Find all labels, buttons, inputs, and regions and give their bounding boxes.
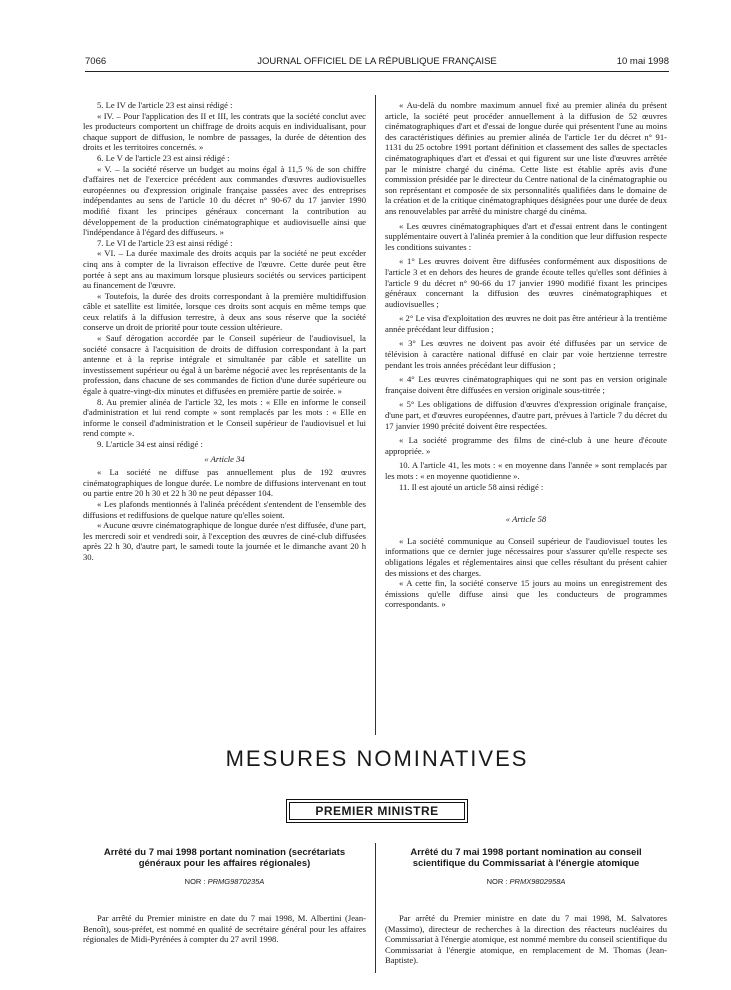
paragraph: « 2° Le visa d'exploitation des œuvres ne doit pas être antérieur à la trentième année précédant leur diffusion ; <box>385 313 667 334</box>
paragraph: « 3° Les œuvres ne doivent pas avoir été diffusées par un service de télévision à caractère national diffusé en clair par voie hertzienne terrestre pendant les trois années précédant leur diffusion ; <box>385 338 667 370</box>
paragraph: « Aucune œuvre cinématographique de longue durée n'est diffusée, d'une part, les mercredi soir et vendredi soir, à l'exception des œuvres de ciné-club diffusées après 22 h 30, d'autre part, le samedi toute la journée et le dimanche avant 20 h 30. <box>83 520 366 562</box>
paragraph: « IV. – Pour l'application des II et III, les contrats que la société conclut avec les producteurs comportent un chiffrage de droits acquis en individualisant, pour chaque support de diffusion, le nombre de passages, la durée de détention des droits et les territoires concernés. » <box>83 110 366 153</box>
nor-reference <box>385 877 667 886</box>
section-title: MESURES NOMINATIVES <box>225 746 529 771</box>
paragraph: « La société programme des films de ciné-club à une heure d'écoute appropriée. » <box>385 435 667 456</box>
paragraph: 5. Le IV de l'article 23 est ainsi rédigé : <box>97 100 233 110</box>
paragraph: 8. Au premier alinéa de l'article 32, les mots : « Elle en informe le conseil d'administration et lui rend compte » sont remplacés par les mots : « Elle en informe le conseil d'administration et le Conseil supérieur de l'audiovisuel et lui rend compte ». <box>83 396 366 439</box>
article-heading: « Article 34 <box>204 453 245 464</box>
column-divider <box>375 843 376 973</box>
article-heading: « Article 58 <box>505 514 547 525</box>
paragraph: « Au-delà du nombre maximum annuel fixé au premier alinéa du présent article, la société peut procéder annuellement à la diffusion de 52 œuvres cinématographiques d'art et d'essai de longue durée qui présentent l'une au moins des caractéristiques définies au premier alinéa de l'article 1er du décret n° 91-1131 du 25 octobre 1991 portant définition et classement des salles de spectacles cinématographiques d'art et d'essai et qui figurent sur une liste d'œuvres arrêtée par le ministre chargé du cinéma. Cette liste est établie après avis d'une commission présidée par le directeur du Centre national de la cinématographie ou son représentant et composée de six personnalités qualifiées dans le domaine de la création et de la critique cinématographiques désignées pour une durée de deux ans renouvelables par arrêté du ministre chargé du cinéma. <box>385 100 667 216</box>
nor-code: PRMG9870235A <box>207 877 265 886</box>
paragraph: « 5° Les obligations de diffusion d'œuvres d'expression originale française, d'une part, et d'œuvres européennes, d'autre part, prévues à l'article 7 du décret du 17 janvier 1990 précité doivent être respectées. <box>385 399 667 431</box>
paragraph: « Les œuvres cinématographiques d'art et d'essai entrent dans le contingent supplémentaire ouvert à l'alinéa premier à la condition que leur diffusion respecte les conditions suivantes : <box>385 220 667 252</box>
journal-title: JOURNAL OFFICIEL DE LA RÉPUBLIQUE FRANÇAISE <box>257 56 497 67</box>
paragraph: « La société communique au Conseil supérieur de l'audiovisuel toutes les informations que ce dernier juge nécessaires pour s'assurer qu'elle respecte ses obligations légales et réglementaires ainsi que celles résultant du présent cahier des missions et des charges. <box>385 535 667 578</box>
paragraph: « 1° Les œuvres doivent être diffusées conformément aux dispositions de l'article 3 et en dehors des heures de grande écoute telles qu'elles sont définies à l'article 9 du décret n° 90-66 du 17 janvier 1990 modifié fixant les principes généraux concernant la diffusion des œuvres cinématographiques et audiovisuelles ; <box>385 256 667 309</box>
paragraph: 7. Le VI de l'article 23 est ainsi rédigé : <box>97 237 233 248</box>
paragraph: 9. L'article 34 est ainsi rédigé : <box>97 439 203 449</box>
nor-label: NOR : <box>184 877 206 886</box>
ministry-box <box>286 799 468 823</box>
decree-left <box>83 847 366 945</box>
decree-title: Arrêté du 7 mai 1998 portant nomination (secrétariats généraux pour les affaires régionales) <box>103 847 346 869</box>
column-divider <box>375 95 376 735</box>
paragraph: « 4° Les œuvres cinématographiques qui ne sont pas en version originale française doivent être diffusées en version originale sous-titrée ; <box>385 374 667 395</box>
nor-code: PRMX9802958A <box>509 877 566 886</box>
paragraph: « Les plafonds mentionnés à l'alinéa précédent s'entendent de l'ensemble des diffusions et rediffusions de quelque nature qu'elles soient. <box>83 498 366 520</box>
issue-date: 10 mai 1998 <box>616 56 669 67</box>
page-number: 7066 <box>85 56 107 67</box>
page-header <box>85 56 669 70</box>
left-column <box>83 100 366 563</box>
decree-right <box>385 847 667 966</box>
decree-body: Par arrêté du Premier ministre en date du 7 mai 1998, M. Salvatores (Massimo), directeur de recherches à la direction des réacteurs nucléaires du Commissariat à l'énergie atomique, est nommé membre du conseil scientifique du Commissariat à l'énergie atomique, en remplacement de M. Thomas (Jean-Baptiste). <box>385 913 667 966</box>
ministry-label: PREMIER MINISTRE <box>289 802 465 820</box>
paragraph: « La société ne diffuse pas annuellement plus de 192 œuvres cinématographiques de longue durée. Le nombre de diffusions intervenant en tout ou partie entre 20 h 30 et 22 h 30 ne peut dépasser 104. <box>83 467 366 499</box>
paragraph: « A cette fin, la société conserve 15 jours au moins un enregistrement des émissions qu'elle diffuse ainsi que les conducteurs de programmes correspondants. » <box>385 578 667 610</box>
nor-label: NOR : <box>486 877 508 886</box>
paragraph: 6. Le V de l'article 23 est ainsi rédigé : <box>97 152 230 163</box>
paragraph: « Sauf dérogation accordée par le Conseil supérieur de l'audiovisuel, la société consacre à l'acquisition de droits de diffusion correspondant à la part antenne et à la reprise intégrale et simultanée par câble et satellite un investissement supérieur ou égal à un barème négocié avec les représentants de la profession, dans chacune de ses commandes de fiction d'une durée supérieure ou égale à quatre-vingt-dix minutes et diffusées en première partie de soirée. » <box>83 333 366 397</box>
paragraph: 11. Il est ajouté un article 58 ainsi rédigé : <box>399 481 544 492</box>
decree-body: Par arrêté du Premier ministre en date du 7 mai 1998, M. Albertini (Jean-Benoît), sous-préfet, est nommé en qualité de secrétaire général pour les affaires régionales de Midi-Pyrénées à compter du 27 avril 1998. <box>83 913 366 945</box>
nor-reference <box>83 877 366 886</box>
paragraph: « VI. – La durée maximale des droits acquis par la société ne peut excéder cinq ans à compter de la livraison effective de l'œuvre. Cette durée peut être portée à sept ans au maximum lorsque plusieurs sociétés ou services participent au financement de l'œuvre. <box>83 248 366 291</box>
decree-title: Arrêté du 7 mai 1998 portant nomination au conseil scientifique du Commissariat à l'énergie atomique <box>410 847 642 869</box>
header-rule <box>85 71 669 72</box>
right-column <box>385 100 667 610</box>
paragraph: « V. – la société réserve un budget au moins égal à 11,5 % de son chiffre d'affaires net de l'exercice précédent aux commandes d'œuvres audiovisuelles européennes ou d'expression originale française passées avec des entreprises indépendantes au sens de l'article 10 du décret n° 90-67 du 17 janvier 1990 modifié fixant les principes généraux concernant la contribution au développement de la production cinématographique et audiovisuelle ainsi que l'indépendance à l'égard des diffuseurs. » <box>83 163 366 238</box>
paragraph: 10. A l'article 41, les mots : « en moyenne dans l'année » sont remplacés par les mots : « en moyenne quotidienne ». <box>385 460 667 481</box>
paragraph: « Toutefois, la durée des droits correspondant à la première multidiffusion câble et satellite est limitée, lorsque ces droits sont acquis en même temps que ceux relatifs à la diffusion terrestre, à deux ans sous réserve que la société conserve un droit de priorité pour toute cession ultérieure. <box>83 290 366 333</box>
